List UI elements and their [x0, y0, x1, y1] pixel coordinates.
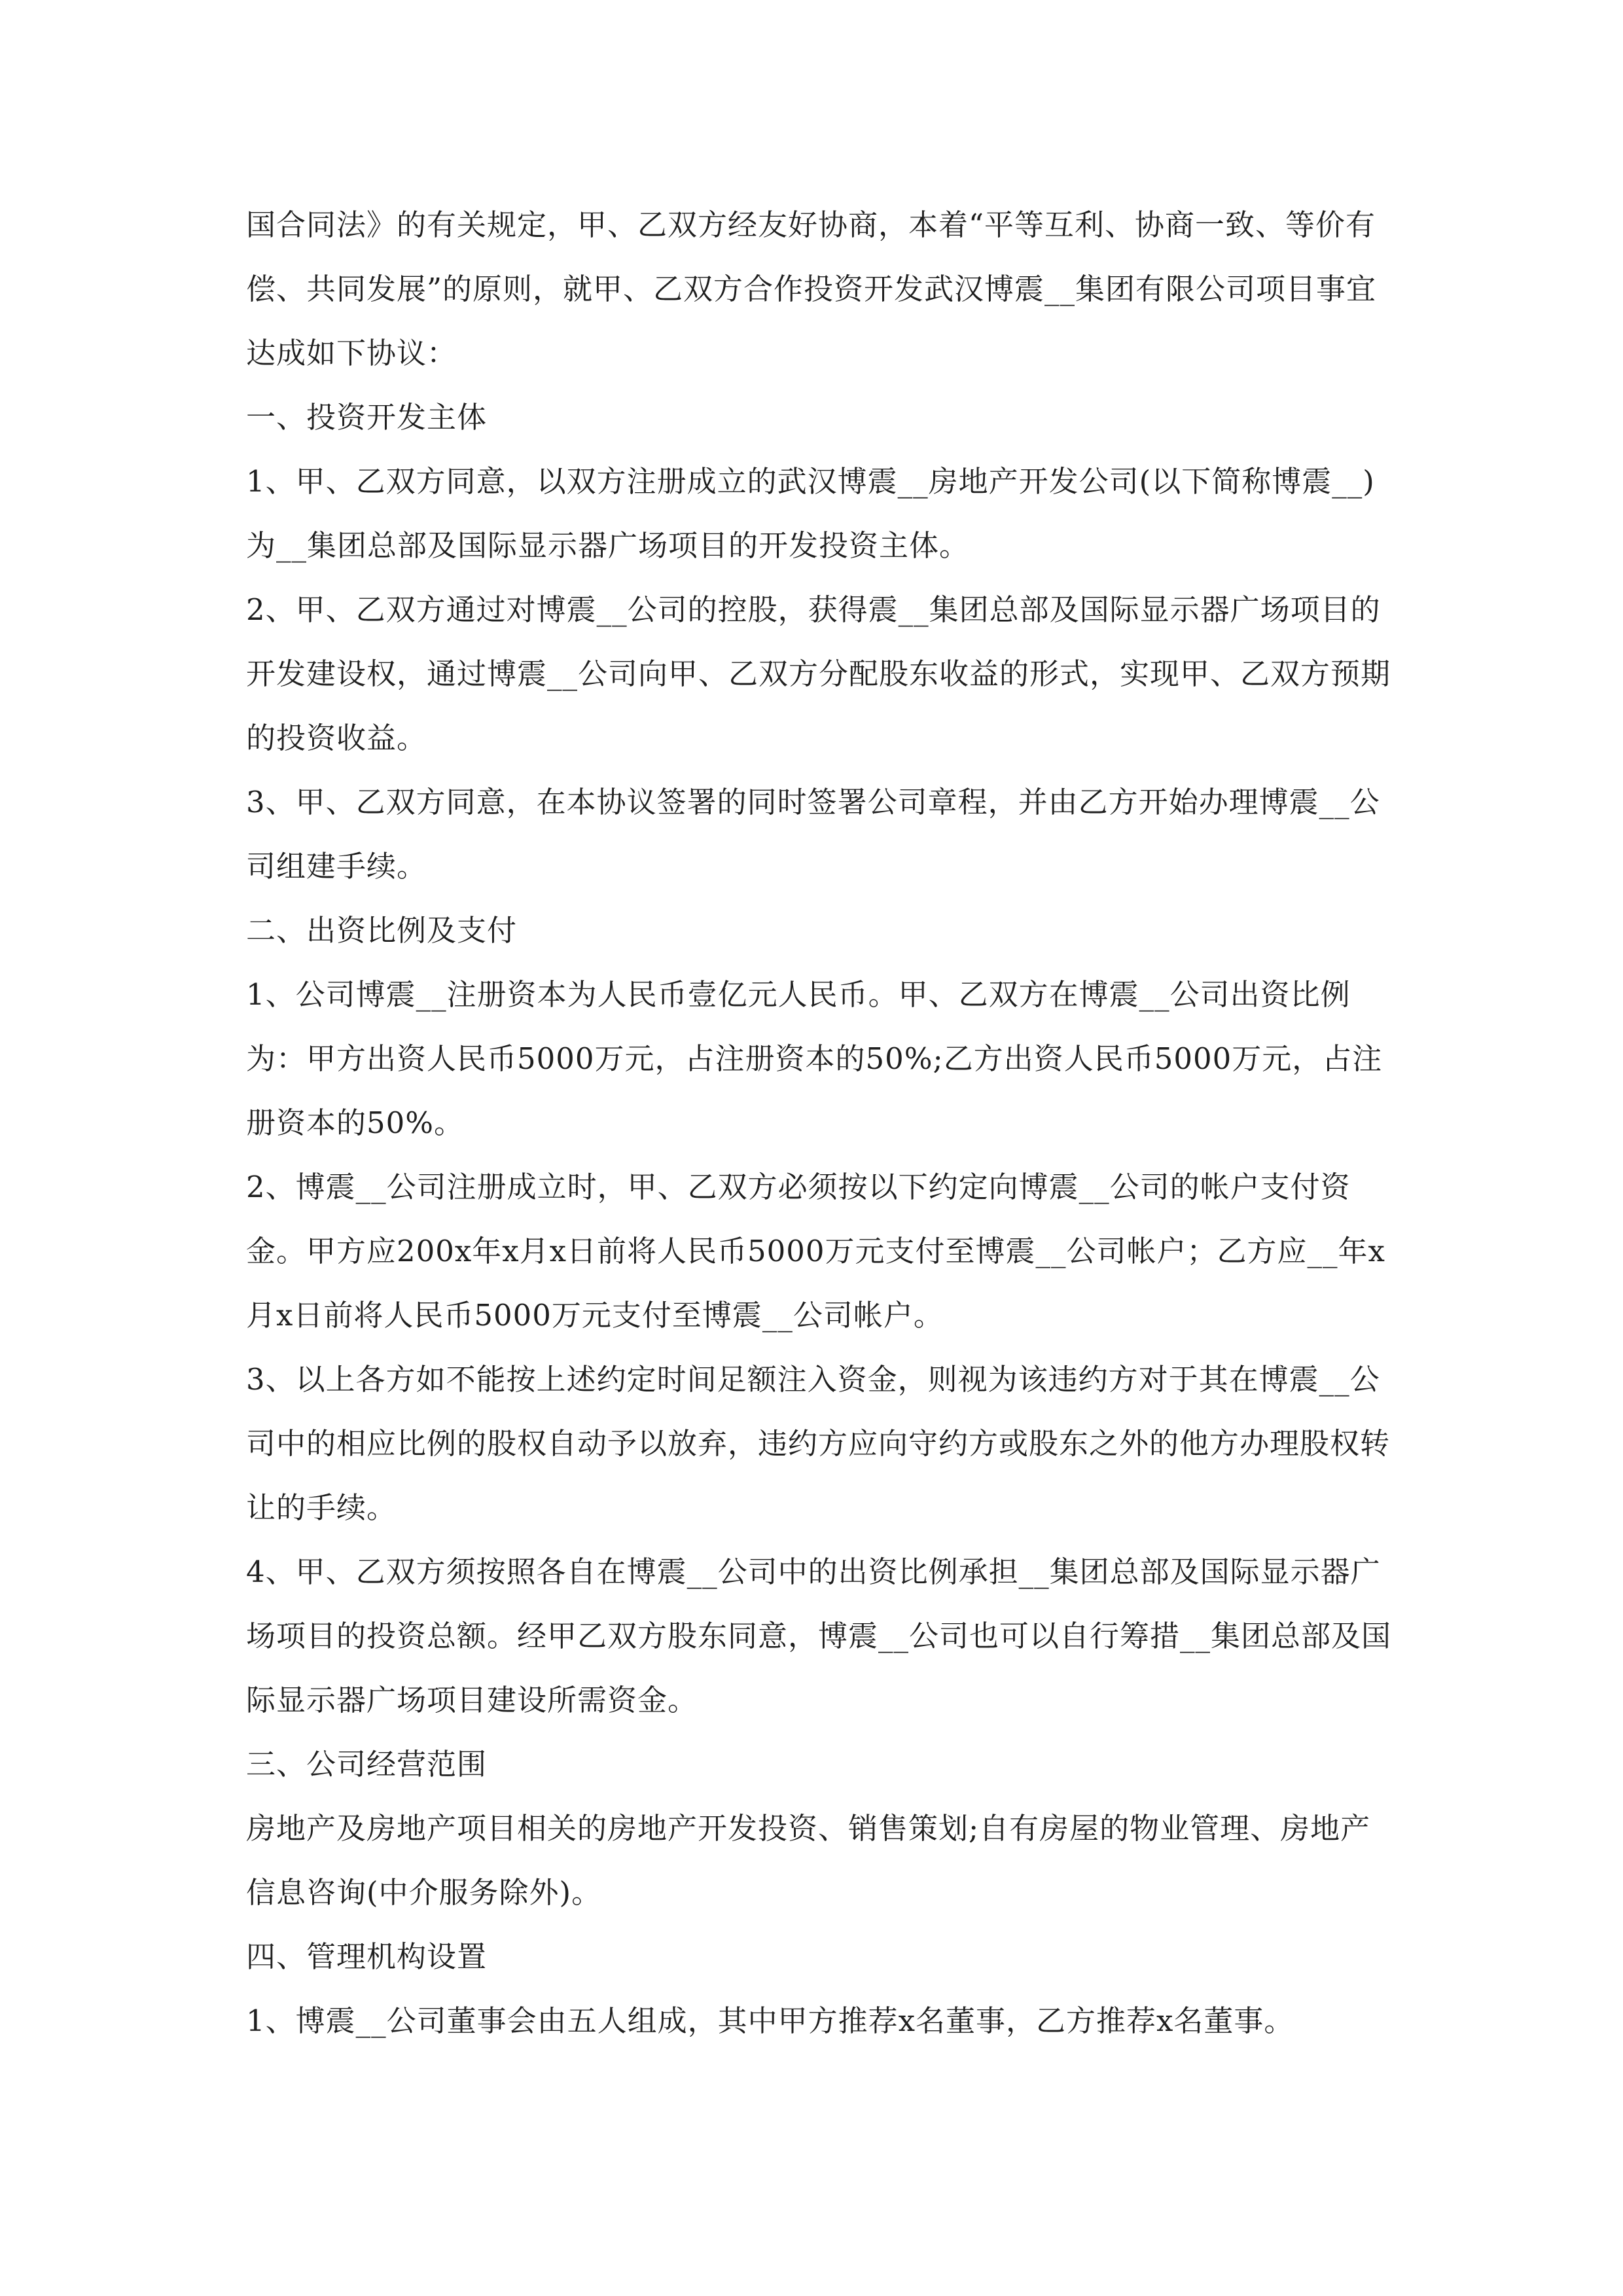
- clause-2-2: 2、博震__公司注册成立时，甲、乙双方必须按以下约定向博震__公司的帐户支付资金。甲方应200x年x月x日前将人民币5000万元支付至博震__公司帐户；乙方应__年x月x日前将人民币5000万元支付至博震__公司帐户。: [246, 1170, 1385, 1333]
- section-heading-4: 四、管理机构设置: [246, 1939, 488, 1974]
- document-body: [246, 193, 1398, 2053]
- clause-1-3: 3、甲、乙双方同意，在本协议签署的同时签署公司章程，并由乙方开始办理博震__公司组建手续。: [246, 785, 1380, 884]
- section-heading-1: 一、投资开发主体: [246, 400, 488, 435]
- clause-3-scope: 房地产及房地产项目相关的房地产开发投资、销售策划;自有房屋的物业管理、房地产信息咨询(中介服务除外)。: [246, 1811, 1371, 1910]
- paragraph-intro: 国合同法》的有关规定，甲、乙双方经友好协商，本着“平等互利、协商一致、等价有偿、共同发展”的原则，就甲、乙双方合作投资开发武汉博震__集团有限公司项目事宜达成如下协议：: [246, 207, 1377, 370]
- clause-2-4: 4、甲、乙双方须按照各自在博震__公司中的出资比例承担__集团总部及国际显示器广场项目的投资总额。经甲乙双方股东同意，博震__公司也可以自行筹措__集团总部及国际显示器广场项目建设所需资金。: [246, 1554, 1392, 1717]
- section-heading-2: 二、出资比例及支付: [246, 913, 518, 948]
- clause-1-2: 2、甲、乙双方通过对博震__公司的控股，获得震__集团总部及国际显示器广场项目的开发建设权，通过博震__公司向甲、乙双方分配股东收益的形式，实现甲、乙双方预期的投资收益。: [246, 592, 1391, 755]
- clause-2-3: 3、以上各方如不能按上述约定时间足额注入资金，则视为该违约方对于其在博震__公司中的相应比例的股权自动予以放弃，违约方应向守约方或股东之外的他方办理股权转让的手续。: [246, 1362, 1391, 1525]
- clause-2-1: 1、公司博震__注册资本为人民币壹亿元人民币。甲、乙双方在博震__公司出资比例为：甲方出资人民币5000万元，占注册资本的50%;乙方出资人民币5000万元，占注册资本的50%。: [246, 977, 1383, 1140]
- section-heading-3: 三、公司经营范围: [246, 1747, 488, 1782]
- clause-4-1: 1、博震__公司董事会由五人组成，其中甲方推荐x名董事，乙方推荐x名董事。: [246, 2003, 1294, 2038]
- clause-1-1: 1、甲、乙双方同意，以双方注册成立的武汉博震__房地产开发公司(以下简称博震__)为__集团总部及国际显示器广场项目的开发投资主体。: [246, 464, 1375, 563]
